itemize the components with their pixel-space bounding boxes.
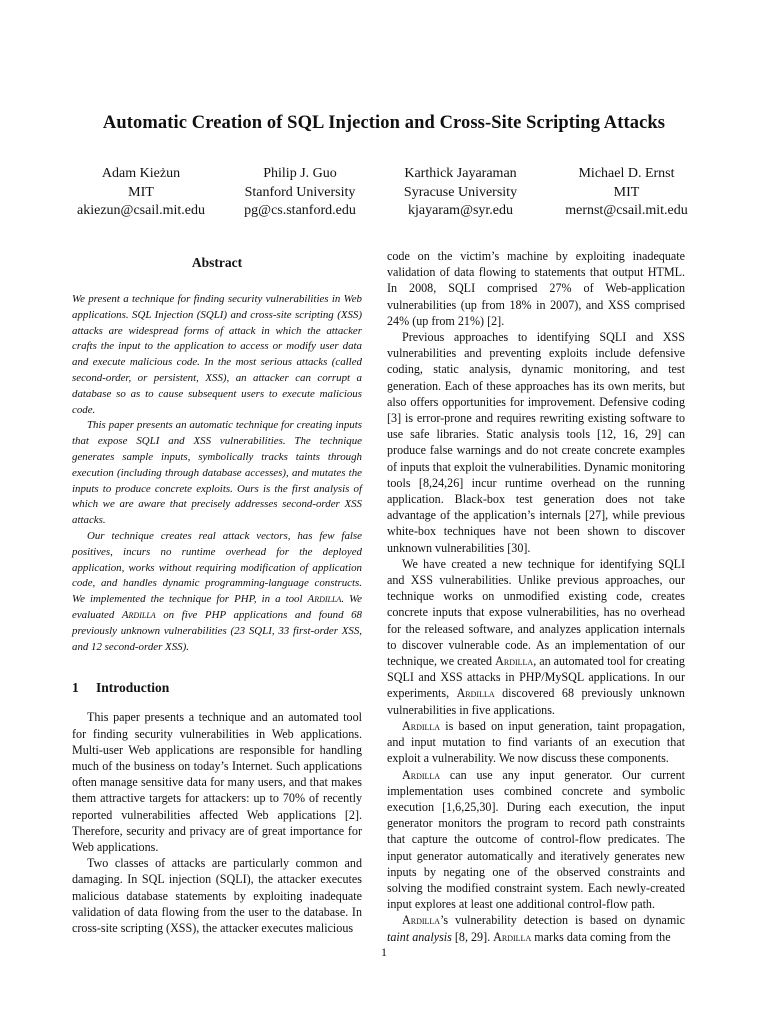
emphasis: taint analysis <box>387 929 452 944</box>
text-run: is based on input generation, taint propagation, and input mutation to find variants of an execution that exploit a vulnerability. We now discuss these components. <box>387 718 685 766</box>
author-name: Philip J. Guo <box>263 166 337 181</box>
tool-name: Ardilla <box>402 718 441 733</box>
text-run: Our technique creates real attack vectors, has few false positives, incurs no runtime overhead for the deployed application, works without requiring modification of application code, and handles dynamic programming-language constructs. We implemented the technique for PHP, in a tool <box>72 529 362 606</box>
author-block <box>60 165 710 221</box>
paper-title: Automatic Creation of SQL Injection and Cross-Site Scripting Attacks <box>102 113 666 133</box>
author-affiliation: MIT <box>128 184 154 200</box>
text-run: on five PHP applications and found 68 previously unknown vulnerabilities (23 SQLI, 33 first-order XSS, and 12 second-order XSS). <box>72 608 362 653</box>
author-affiliation: Syracuse University <box>403 184 518 200</box>
intro-paragraph-1: This paper presents a technique and an automated tool for finding security vulnerabilities in Web applications. Multi-user Web applications are responsible for handling much of the business on today’s Internet. Such applications often manage sensitive data for many users, and that makes them attractive targets for attackers: up to 70% of recently reported vulnerabilities affected Web applications [2]. Therefore, security and privacy are of great importance for Web applications. <box>72 710 362 854</box>
text-run: We have created a new technique for identifying SQLI and XSS vulnerabilities. Unlike previous approaches, our technique works on unmodified existing code, creates concrete inputs that expose vulnerabilities, has no overhead for the released software, and analyzes application internals to discover vulnerable code. As an implementation of our technique, we created <box>387 556 685 669</box>
author-email: akiezun@csail.mit.edu <box>77 203 205 218</box>
author-4 <box>543 165 710 221</box>
section-heading <box>72 679 362 697</box>
author-email: pg@cs.stanford.edu <box>244 203 356 218</box>
right-paragraph-2 <box>387 556 685 718</box>
right-paragraph-1: Previous approaches to identifying SQLI and XSS vulnerabilities and preventing exploits include defensive coding, static analysis, dynamic monitoring, and test generation. Each of these approaches has its own merits, but also offers opportunities for improvement. Defensive coding [3] is error-prone and requires rewriting existing software to use safe libraries. Static analysis tools [12, 16, 29] can produce false warnings and do not create concrete examples of inputs that exploit the vulnerabilities. Dynamic monitoring tools [8,24,26] incur runtime overhead on the running application. Black-box test generation does not take advantage of the application’s internals [27], while previous white-box techniques have not been shown to discover unknown vulnerabilities [30]. <box>387 330 685 555</box>
page-number: 1 <box>381 945 387 959</box>
author-1 <box>60 165 222 221</box>
section-number: 1 <box>72 680 79 696</box>
tool-name: Ardilla <box>456 686 495 701</box>
text-run: marks data coming from the <box>531 929 671 944</box>
right-paragraph-3 <box>387 718 685 767</box>
author-3 <box>378 165 543 221</box>
author-email: mernst@csail.mit.edu <box>565 203 688 218</box>
text-run: ’s vulnerability detection is based on dynamic <box>440 913 685 928</box>
intro-paragraph-2: Two classes of attacks are particularly common and damaging. In SQL injection (SQLI), the attacker executes malicious database statements by exploiting inadequate validation of data flowing from the user to the database. In cross-site scripting (XSS), the attacker executes malicious <box>72 856 362 935</box>
author-name: Karthick Jayaraman <box>404 166 517 181</box>
abstract-body <box>72 292 362 655</box>
abstract-paragraph-2: This paper presents an automatic technique for creating inputs that expose SQLI and XSS vulnerabilities. The technique generates sample inputs, symbolically tracks taints through execution (including through database accesses), and mutates the inputs to produce concrete exploits. Ours is the first analysis of which we are aware that precisely addresses second-order XSS attacks. <box>72 419 362 527</box>
author-email: kjayaram@syr.edu <box>407 203 514 218</box>
abstract-heading: Abstract <box>191 255 243 270</box>
text-run: , an automated tool for creating SQLI and XSS attacks in PHP/MySQL applications. In our experiments, <box>387 654 685 701</box>
tool-name: Ardilla <box>402 913 441 928</box>
text-run: . We evaluated <box>72 593 362 621</box>
text-run: can use any input generator. Our current implementation uses combined concrete and symbolic execution [1,6,25,30]. During each execution, the input generator monitors the program to record path constraints that capture the outcome of control-flow predicates. The input generator automatically and iteratively generates new inputs by negating one of the observed constraints and solving the modified constraint system. Each newly-created input explores at least one additional control-flow path. <box>387 767 685 912</box>
abstract-paragraph-1: We present a technique for finding security vulnerabilities in Web applications. SQL Injection (SQLI) and cross-site scripting (XSS) attacks are widespread forms of attack in which the attacker crafts the input to the application to access or modify user data and execute malicious code. In the most serious attacks (called second-order, or persistent, XSS), an attacker can corrupt a database so as to cause subsequent users to execute malicious code. <box>72 293 362 416</box>
right-column <box>387 248 685 945</box>
tool-name: Ardilla <box>307 593 342 606</box>
author-2 <box>222 165 378 221</box>
section-title: Introduction <box>96 680 170 696</box>
text-run: [8, 29]. <box>451 929 494 944</box>
right-paragraph-4 <box>387 767 685 913</box>
tool-name: Ardilla <box>495 654 534 669</box>
left-column <box>72 254 362 936</box>
abstract-paragraph-3 <box>72 529 362 655</box>
author-name: Adam Kieżun <box>101 166 181 181</box>
tool-name: Ardilla <box>402 767 441 782</box>
text-run: discovered 68 previously unknown vulnerabilities in five applications. <box>387 686 685 717</box>
author-affiliation: MIT <box>613 184 640 200</box>
right-paragraph-5 <box>387 912 685 944</box>
right-paragraph-0: code on the victim’s machine by exploiting inadequate validation of data flowing to statements that output HTML. In 2008, SQLI comprised 27% of Web-application vulnerabilities (up from 18% in 2007), and XSS comprised 24% (up from 21%) [2]. <box>387 249 685 328</box>
tool-name: Ardilla <box>121 608 156 621</box>
author-affiliation: Stanford University <box>244 184 356 200</box>
tool-name: Ardilla <box>493 929 532 944</box>
author-name: Michael D. Ernst <box>578 166 675 181</box>
